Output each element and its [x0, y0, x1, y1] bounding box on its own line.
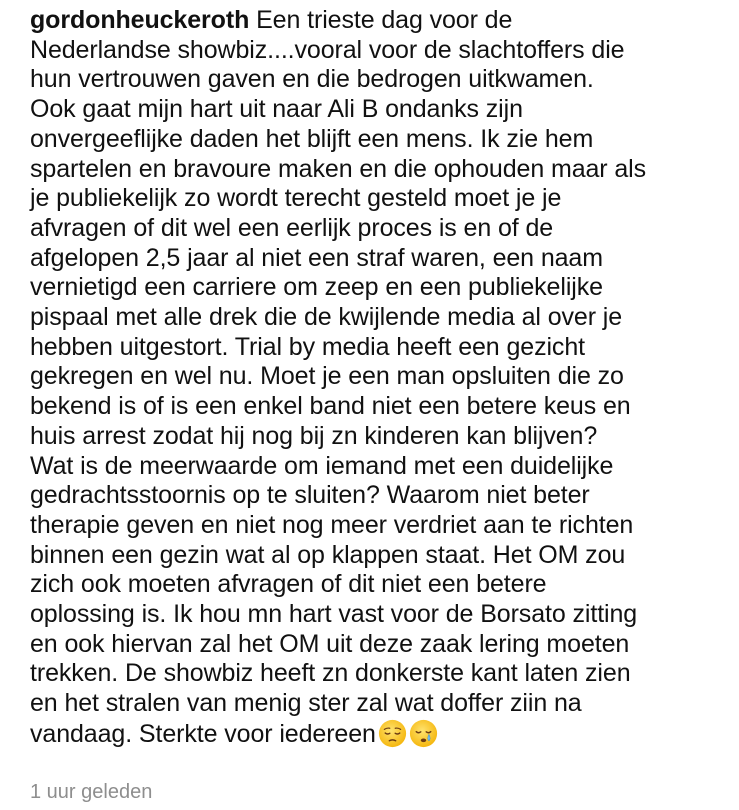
- comment-line: [30, 719, 730, 750]
- comment-line: Ook gaat mijn hart uit naar Ali B ondanks zijn: [30, 95, 523, 124]
- comment-line: gedrachtsstoornis op te sluiten? Waarom niet beter: [30, 481, 590, 510]
- comment-line: spartelen en bravoure maken en die ophouden maar als: [30, 154, 647, 183]
- comment-line: zich ook moeten afvragen of dit niet een betere: [30, 570, 547, 599]
- comment-timestamp: 1 uur geleden: [30, 781, 153, 803]
- comment-line: [30, 6, 730, 36]
- sleepy-face-icon: [409, 719, 438, 748]
- comment-line: binnen een gezin wat al op klappen staat. Het OM zou: [30, 540, 626, 569]
- pensive-face-icon: [378, 719, 407, 748]
- comment-line: en ook hiervan zal het OM uit deze zaak lering moeten: [30, 629, 630, 658]
- comment-line: pispaal met alle drek die de kwijlende media al over je: [30, 303, 623, 332]
- comment-line: Nederlandse showbiz....vooral voor de slachtoffers die: [30, 35, 625, 64]
- comment-username[interactable]: gordonheuckeroth: [30, 6, 250, 34]
- comment-line: hebben uitgestort. Trial by media heeft een gezicht: [30, 332, 585, 361]
- comment-line: oplossing is. Ik hou mn hart vast voor de Borsato zitting: [30, 600, 638, 629]
- comment-line: gekregen en wel nu. Moet je een man opsluiten die zo: [30, 362, 624, 391]
- comment-line: afgelopen 2,5 jaar al niet een straf waren, een naam: [30, 243, 603, 272]
- comment-body: [30, 6, 730, 750]
- comment-line: hun vertrouwen gaven en die bedrogen uitkwamen.: [30, 65, 594, 94]
- comment-text-end: vandaag. Sterkte voor iedereen: [30, 719, 376, 748]
- comment-line: je publiekelijk zo wordt terecht gesteld moet je je: [30, 184, 562, 213]
- comment-line: bekend is of is een enkel band niet een betere keus en: [30, 392, 631, 421]
- comment-line: Wat is de meerwaarde om iemand met een duidelijke: [30, 451, 614, 480]
- comment-text-start: Een trieste dag voor de: [249, 6, 513, 34]
- comment-line: en het stralen van menig ster zal wat doffer ziin na: [30, 689, 582, 718]
- comment-line: huis arrest zodat hij nog bij zn kinderen kan blijven?: [30, 421, 598, 450]
- comment-line: afvragen of dit wel een eerlijk proces is en of de: [30, 213, 554, 242]
- comment-line: vernietigd een carriere om zeep en een publiekelijke: [30, 273, 603, 302]
- comment: [30, 6, 730, 750]
- comment-line: onvergeeflijke daden het blijft een mens. Ik zie hem: [30, 124, 594, 153]
- comment-line: therapie geven en niet nog meer verdriet aan te richten: [30, 510, 634, 539]
- comment-line: trekken. De showbiz heeft zn donkerste kant laten zien: [30, 659, 631, 688]
